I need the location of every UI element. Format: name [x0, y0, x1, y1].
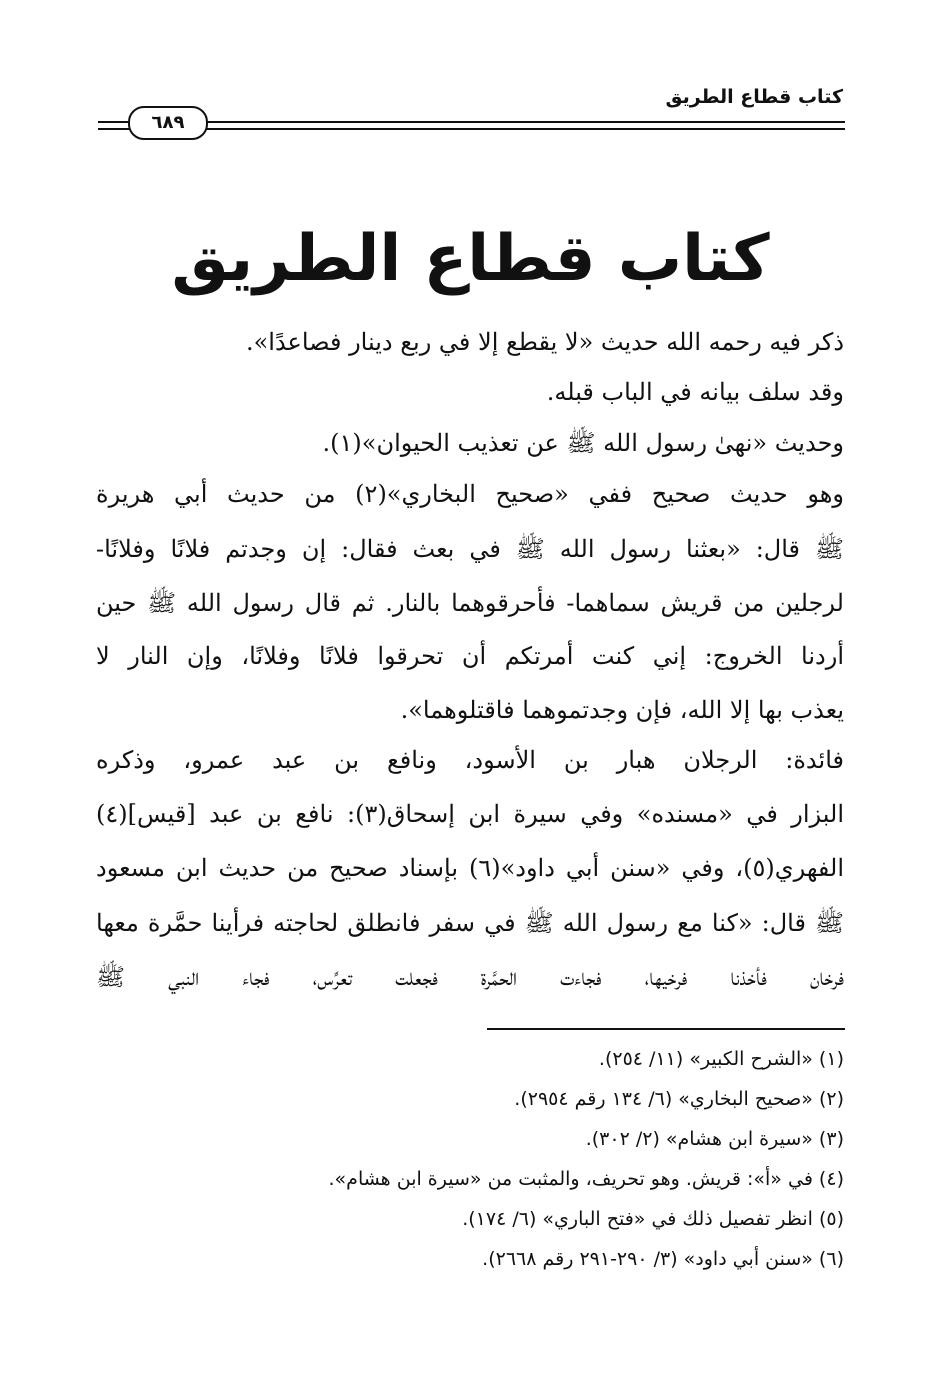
running-header-title: كتاب قطاع الطريق [665, 86, 843, 108]
body-line: وحديث «نهىٰ رسول الله ﷺ عن تعذيب الحيوان»(١). [322, 429, 844, 457]
footnote: (٢) «صحيح البخاري» (٦/ ١٣٤ رقم ٢٩٥٤). [514, 1088, 844, 1110]
body-line: البزار في «مسنده» وفي سيرة ابن إسحاق(٣): نافع بن عبد [قيس](٤) [96, 800, 845, 828]
body-line: يعذب بها إلا الله، فإن وجدتموهما فاقتلوهما». [400, 696, 844, 724]
body-line: وقد سلف بيانه في الباب قبله. [546, 378, 844, 406]
body-line: الفهري(٥)، وفي «سنن أبي داود»(٦) بإسناد صحيح من حديث ابن مسعود [96, 854, 844, 882]
body-line: وهو حديث صحيح ففي «صحيح البخاري»(٢) من حديث أبي هريرة [96, 480, 844, 508]
body-line: فائدة: الرجلان هبار بن الأسود، ونافع بن عبد عمرو، وذكره [96, 746, 844, 774]
footnote: (١) «الشرح الكبير» (١١/ ٢٥٤). [598, 1048, 844, 1070]
header-rule-top [98, 121, 845, 123]
body-line: لرجلين من قريش سماهما- فأحرقوهما بالنار. ثم قال رسول الله ﷺ حين [96, 589, 844, 617]
body-line: أردنا الخروج: إني كنت أمرتكم أن تحرقوا فلانًا وفلانًا، وإن النار لا [96, 642, 844, 670]
body-line: ﷺ قال: «كنا مع رسول الله ﷺ في سفر فانطلق لحاجته فرأينا حمَّرة معها [96, 909, 845, 937]
header-rule-bottom [98, 128, 845, 130]
footnote: (٥) انظر تفصيل ذلك في «فتح الباري» (٦/ ١٧٤). [462, 1208, 844, 1230]
chapter-title: كتاب قطاع الطريق [171, 222, 770, 296]
footnote: (٤) في «أ»: قريش. وهو تحريف، والمثبت من «سيرة ابن هشام». [328, 1168, 844, 1190]
body-line: فرخان فأخذنا فرخيها، فجاءت الحمَّرة فجعلت تعرِّس، فجاء النبي ﷺ [96, 963, 844, 991]
footnote: (٦) «سنن أبي داود» (٣/ ٢٩٠-٢٩١ رقم ٢٦٦٨). [482, 1248, 844, 1270]
body-line: ﷺ قال: «بعثنا رسول الله ﷺ في بعث فقال: إن وجدتم فلانًا وفلانًا- [96, 535, 844, 563]
footnote-separator [487, 1028, 845, 1030]
body-line: ذكر فيه رحمه الله حديث «لا يقطع إلا في ربع دينار فصاعدًا». [245, 328, 844, 356]
page-number: ٦٨٩ [128, 106, 208, 140]
footnote: (٣) «سيرة ابن هشام» (٢/ ٣٠٢). [585, 1128, 844, 1150]
